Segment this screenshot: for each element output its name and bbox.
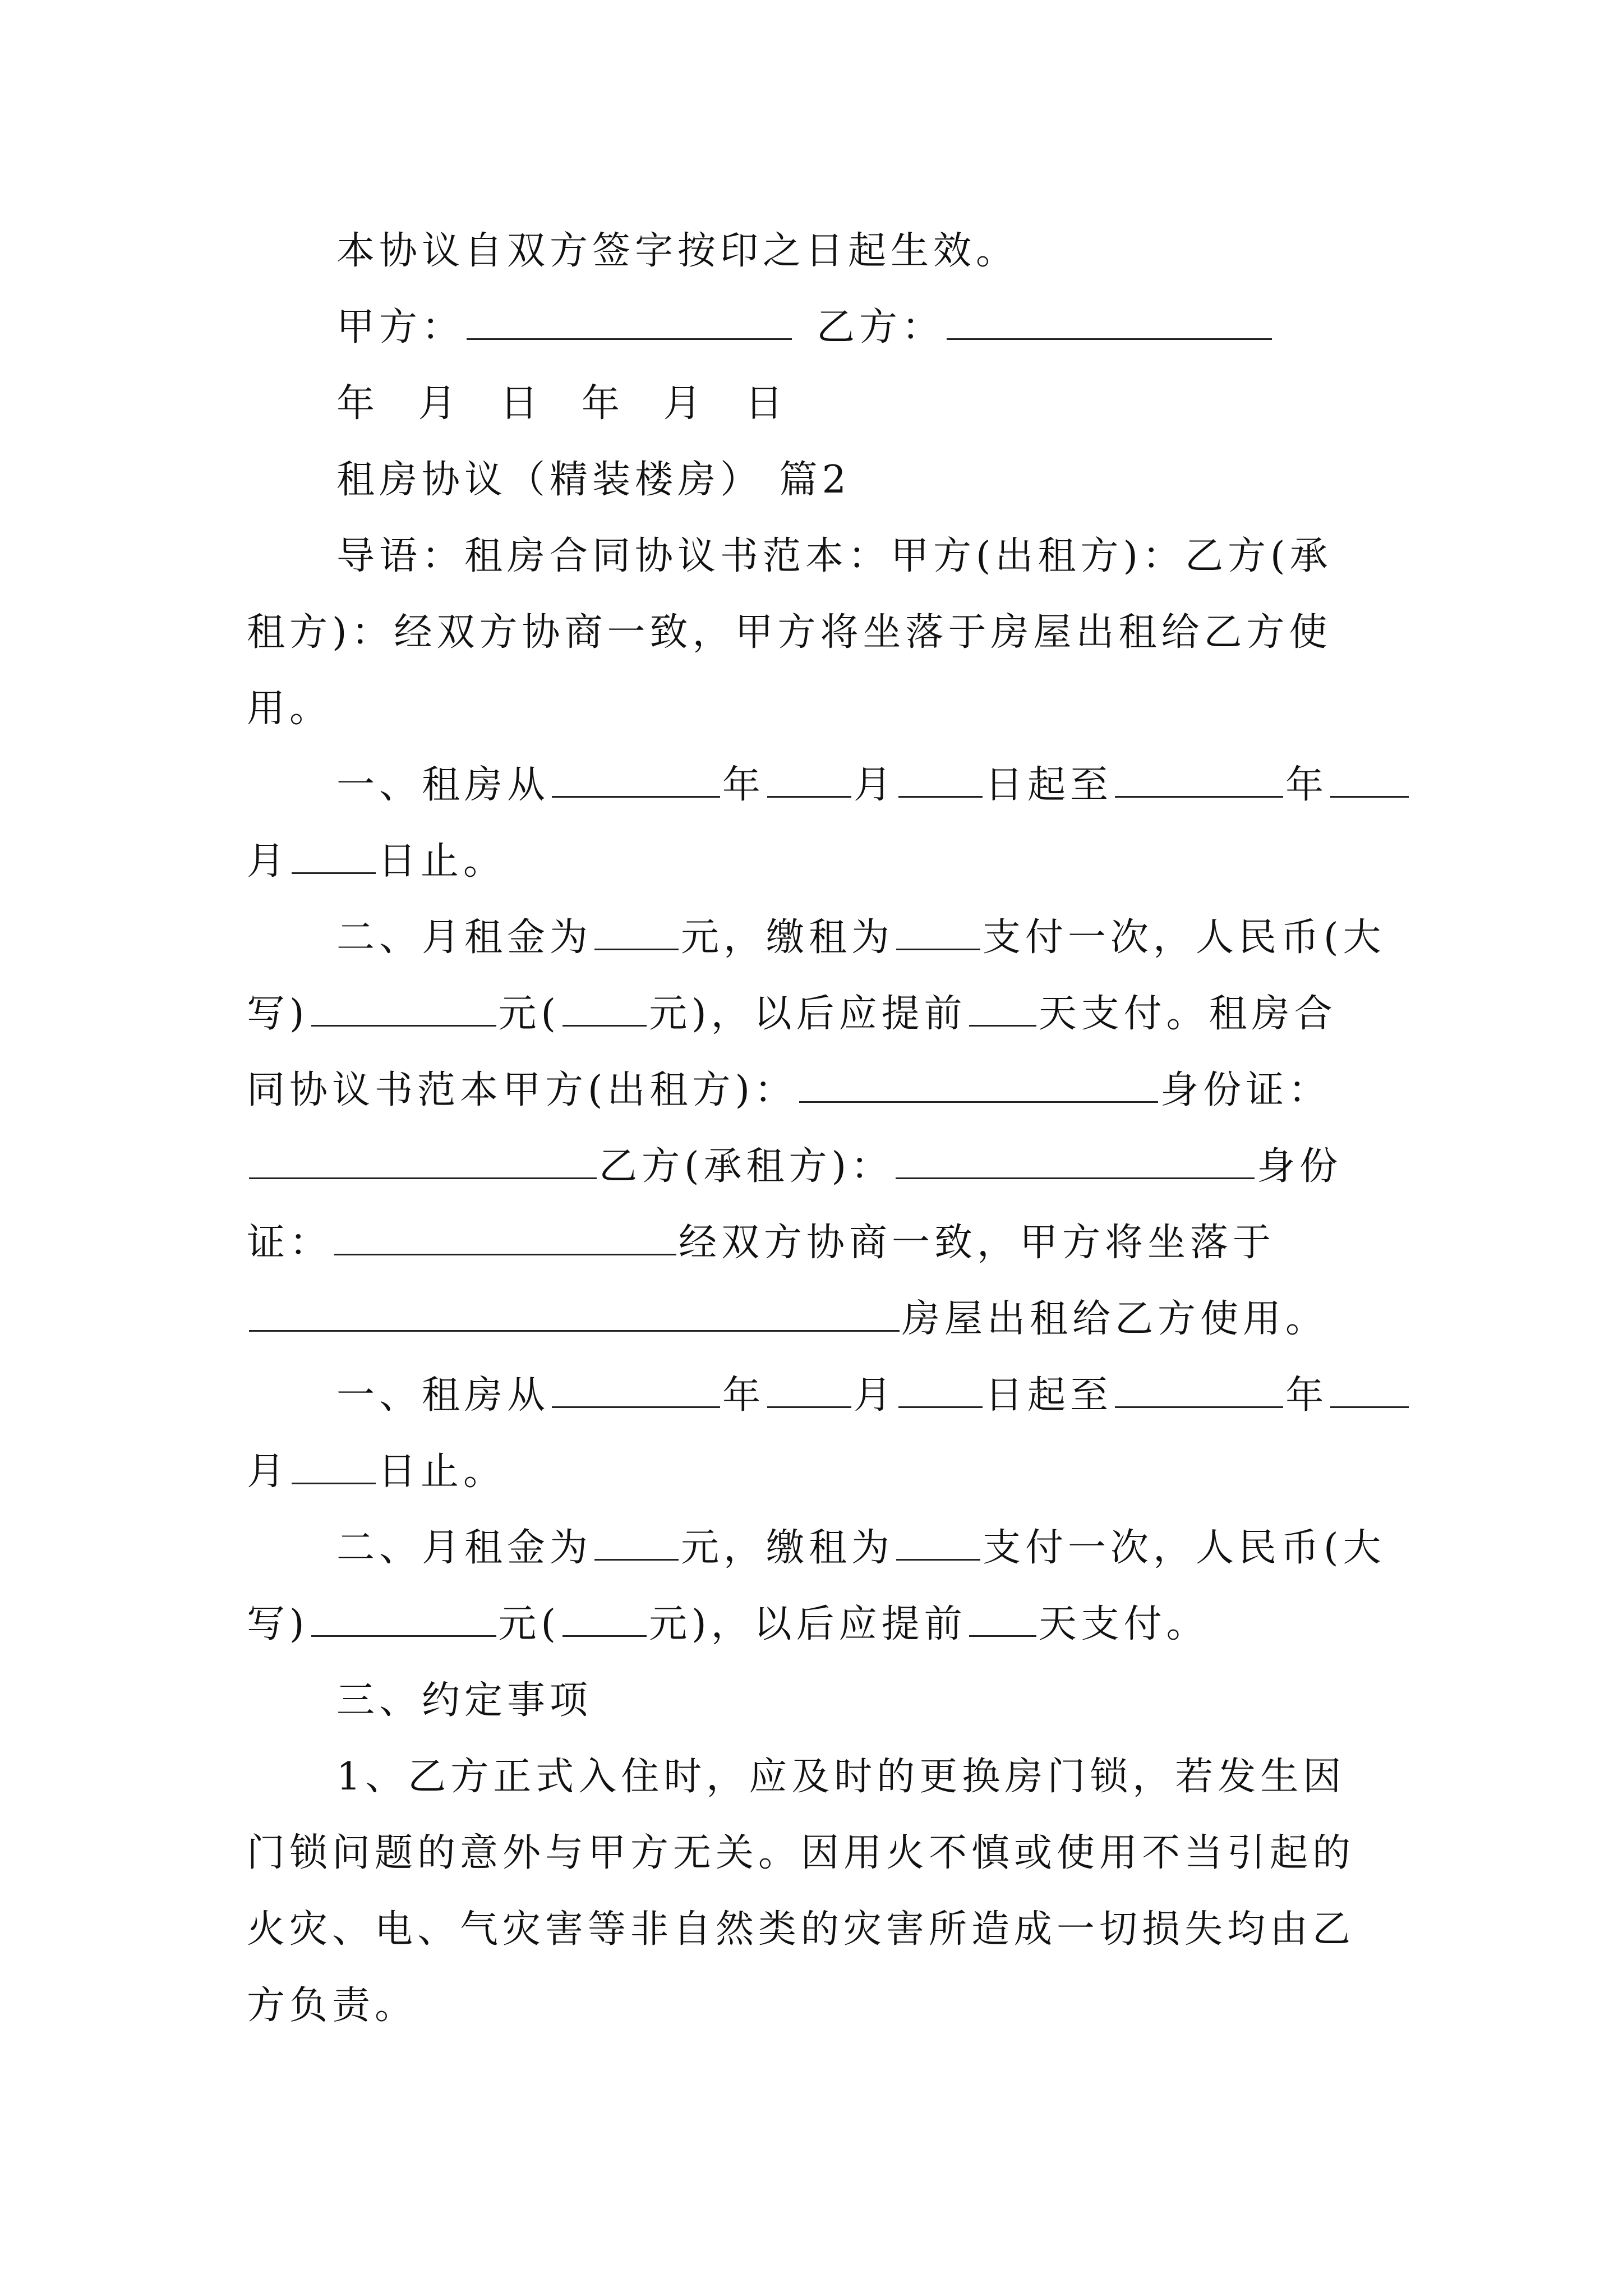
lessee-id-blank xyxy=(334,1219,676,1255)
rent-prefix: 二、月租金为 xyxy=(336,1526,593,1570)
section-heading xyxy=(247,442,1385,518)
yuan-close: 元)，以后应提前 xyxy=(649,992,967,1036)
year-word: 年 xyxy=(1285,763,1329,807)
year-word: 年 xyxy=(1285,1373,1329,1418)
month-word: 月 xyxy=(247,839,290,884)
lessor-label: 同协议书范本甲方(出租方)： xyxy=(247,1068,797,1112)
contract-line-d xyxy=(247,1281,1385,1358)
contract-line-a xyxy=(247,1052,1385,1129)
term-prefix: 一、租房从 xyxy=(336,1373,550,1418)
month-word: 月 xyxy=(854,1373,897,1418)
start-year-blank xyxy=(552,761,720,798)
uppercase-amount-blank xyxy=(311,1600,496,1637)
heading-text: 租房协议（精装楼房） 篇2 xyxy=(336,458,851,502)
from-day-word: 日起至 xyxy=(985,1373,1113,1418)
term-line-4 xyxy=(247,1434,1385,1510)
end-month-blank xyxy=(1330,1372,1409,1408)
id-label-c: 证： xyxy=(247,1221,333,1265)
month-word: 月 xyxy=(247,1450,290,1494)
signature-line xyxy=(247,289,1385,366)
advance-days-blank xyxy=(969,1600,1036,1637)
section3-text: 三、约定事项 xyxy=(336,1678,593,1723)
monthly-rent-blank xyxy=(594,1524,679,1561)
item1-line-2 xyxy=(247,1815,1385,1892)
rent-once: 支付一次，人民币(大 xyxy=(983,915,1386,960)
id-label-b: 身份 xyxy=(1257,1144,1343,1189)
rent-yuan: 元，缴租为 xyxy=(681,915,895,960)
pay-end-text: 天支付。 xyxy=(1038,1602,1209,1646)
rent-once: 支付一次，人民币(大 xyxy=(983,1526,1386,1570)
end-day-blank xyxy=(292,838,376,874)
rent-prefix: 二、月租金为 xyxy=(336,915,593,960)
party-b-label: 乙方： xyxy=(817,305,945,349)
date-text: 年 月 日 年 月 日 xyxy=(336,381,799,426)
item1-text-1: 1、乙方正式入住时，应及时的更换房门锁，若发生因 xyxy=(336,1755,1346,1799)
intro-line-2 xyxy=(247,595,1385,671)
rent-line-3 xyxy=(247,1510,1385,1586)
payment-period-blank xyxy=(896,1524,980,1561)
item1-line-3 xyxy=(247,1892,1385,1968)
year-word: 年 xyxy=(722,1373,766,1418)
end-year-blank xyxy=(1115,1372,1283,1408)
house-text: 房屋出租给乙方使用。 xyxy=(902,1297,1329,1341)
start-month-blank xyxy=(767,761,851,798)
lessee-label: 乙方(承租方)： xyxy=(599,1144,894,1189)
end-month-blank xyxy=(1330,761,1409,798)
year-word: 年 xyxy=(722,763,766,807)
end-word: 日止。 xyxy=(378,1450,506,1494)
intro-text-1: 导语：租房合同协议书范本：甲方(出租方)：乙方(承 xyxy=(336,534,1332,578)
intro-line-1 xyxy=(247,518,1385,595)
rent-yuan: 元，缴租为 xyxy=(681,1526,895,1570)
end-year-blank xyxy=(1115,761,1283,798)
start-day-blank xyxy=(898,1372,983,1408)
amount-blank xyxy=(562,1600,647,1637)
monthly-rent-blank xyxy=(594,914,679,950)
item1-line-1 xyxy=(247,1739,1385,1815)
start-month-blank xyxy=(767,1372,851,1408)
date-line xyxy=(247,366,1385,442)
agree-text: 经双方协商一致，甲方将坐落于 xyxy=(679,1221,1276,1265)
uppercase-amount-blank xyxy=(311,990,496,1027)
party-b-blank xyxy=(947,303,1272,340)
item1-text-3: 火灾、电、气灾害等非自然类的灾害所造成一切损失均由乙 xyxy=(247,1907,1355,1952)
rent-write: 写) xyxy=(247,992,309,1036)
yuan-open: 元( xyxy=(498,992,561,1036)
end-day-blank xyxy=(292,1448,376,1484)
term-line-3 xyxy=(247,1358,1385,1434)
contract-line-b xyxy=(247,1129,1385,1205)
term-prefix: 一、租房从 xyxy=(336,763,550,807)
term-line-1 xyxy=(247,747,1385,823)
rent-line-1 xyxy=(247,900,1385,976)
contract-line-c xyxy=(247,1205,1385,1281)
amount-blank xyxy=(562,990,647,1027)
from-day-word: 日起至 xyxy=(985,763,1113,807)
item1-line-4 xyxy=(247,1968,1385,2044)
rent-line-2 xyxy=(247,976,1385,1052)
rent-write: 写) xyxy=(247,1602,309,1646)
start-day-blank xyxy=(898,761,983,798)
pay-text: 天支付。租房合 xyxy=(1038,992,1337,1036)
lessee-blank xyxy=(896,1143,1255,1179)
id-label: 身份证： xyxy=(1160,1068,1331,1112)
advance-days-blank xyxy=(969,990,1036,1027)
item1-text-4: 方负责。 xyxy=(247,1984,418,2028)
effective-text: 本协议自双方签字按印之日起生效。 xyxy=(336,229,1019,273)
end-word: 日止。 xyxy=(378,839,506,884)
term-line-2 xyxy=(247,823,1385,900)
effective-clause xyxy=(247,213,1385,289)
party-a-blank xyxy=(467,303,792,340)
start-year-blank xyxy=(552,1372,720,1408)
lessor-id-blank xyxy=(249,1143,597,1179)
item1-text-2: 门锁问题的意外与甲方无关。因用火不慎或使用不当引起的 xyxy=(247,1831,1355,1875)
document-body xyxy=(247,213,1385,2044)
yuan-close: 元)，以后应提前 xyxy=(649,1602,967,1646)
intro-line-3 xyxy=(247,671,1385,747)
intro-text-3: 用。 xyxy=(247,687,333,731)
address-blank xyxy=(249,1295,900,1332)
intro-text-2: 租方)：经双方协商一致，甲方将坐落于房屋出租给乙方使 xyxy=(247,610,1332,655)
month-word: 月 xyxy=(854,763,897,807)
lessor-blank xyxy=(799,1066,1158,1103)
party-a-label: 甲方： xyxy=(336,305,465,349)
rent-line-4 xyxy=(247,1586,1385,1663)
yuan-open: 元( xyxy=(498,1602,561,1646)
payment-period-blank xyxy=(896,914,980,950)
section-3-heading xyxy=(247,1663,1385,1739)
